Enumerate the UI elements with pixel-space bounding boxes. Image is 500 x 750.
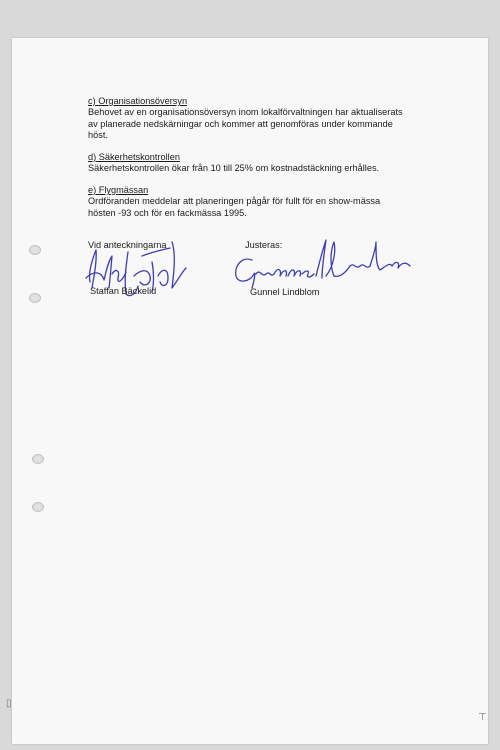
section-airshow <box>88 185 428 219</box>
punch-hole <box>32 454 44 464</box>
minutes-taker-label: Vid anteckningarna <box>88 240 167 250</box>
section-line: Behovet av en organisationsöversyn inom lokalförvaltningen har aktualiserats <box>88 107 403 118</box>
corner-mark: ▯ <box>6 698 12 709</box>
signature-right <box>230 236 415 294</box>
minutes-taker-name: Staffan Bäckelid <box>90 286 157 296</box>
punch-hole <box>32 502 44 512</box>
section-heading: c) Organisationsöversyn <box>88 96 188 106</box>
section-security <box>88 152 428 175</box>
section-heading: d) Säkerhetskontrollen <box>88 152 180 162</box>
section-line: Ordföranden meddelar att planeringen pågår för fullt för en show-mässa <box>88 196 381 207</box>
section-organisation <box>88 96 428 141</box>
corner-mark: ⊤ <box>478 712 487 723</box>
section-line: hösten -93 och för en fackmässa 1995. <box>88 207 247 218</box>
section-heading: e) Flygmässan <box>88 185 149 195</box>
section-line: av planerade nedskärningar och kommer att genomföras under kommande <box>88 118 393 129</box>
adjuster-name: Gunnel Lindblom <box>250 287 320 297</box>
punch-hole <box>29 245 41 255</box>
adjuster-label: Justeras: <box>245 240 283 250</box>
document-page <box>12 38 488 744</box>
punch-hole <box>29 293 41 303</box>
section-line: Säkerhetskontrollen ökar från 10 till 25% om kostnadstäckning erhålles. <box>88 163 380 174</box>
section-line: höst. <box>88 129 108 140</box>
